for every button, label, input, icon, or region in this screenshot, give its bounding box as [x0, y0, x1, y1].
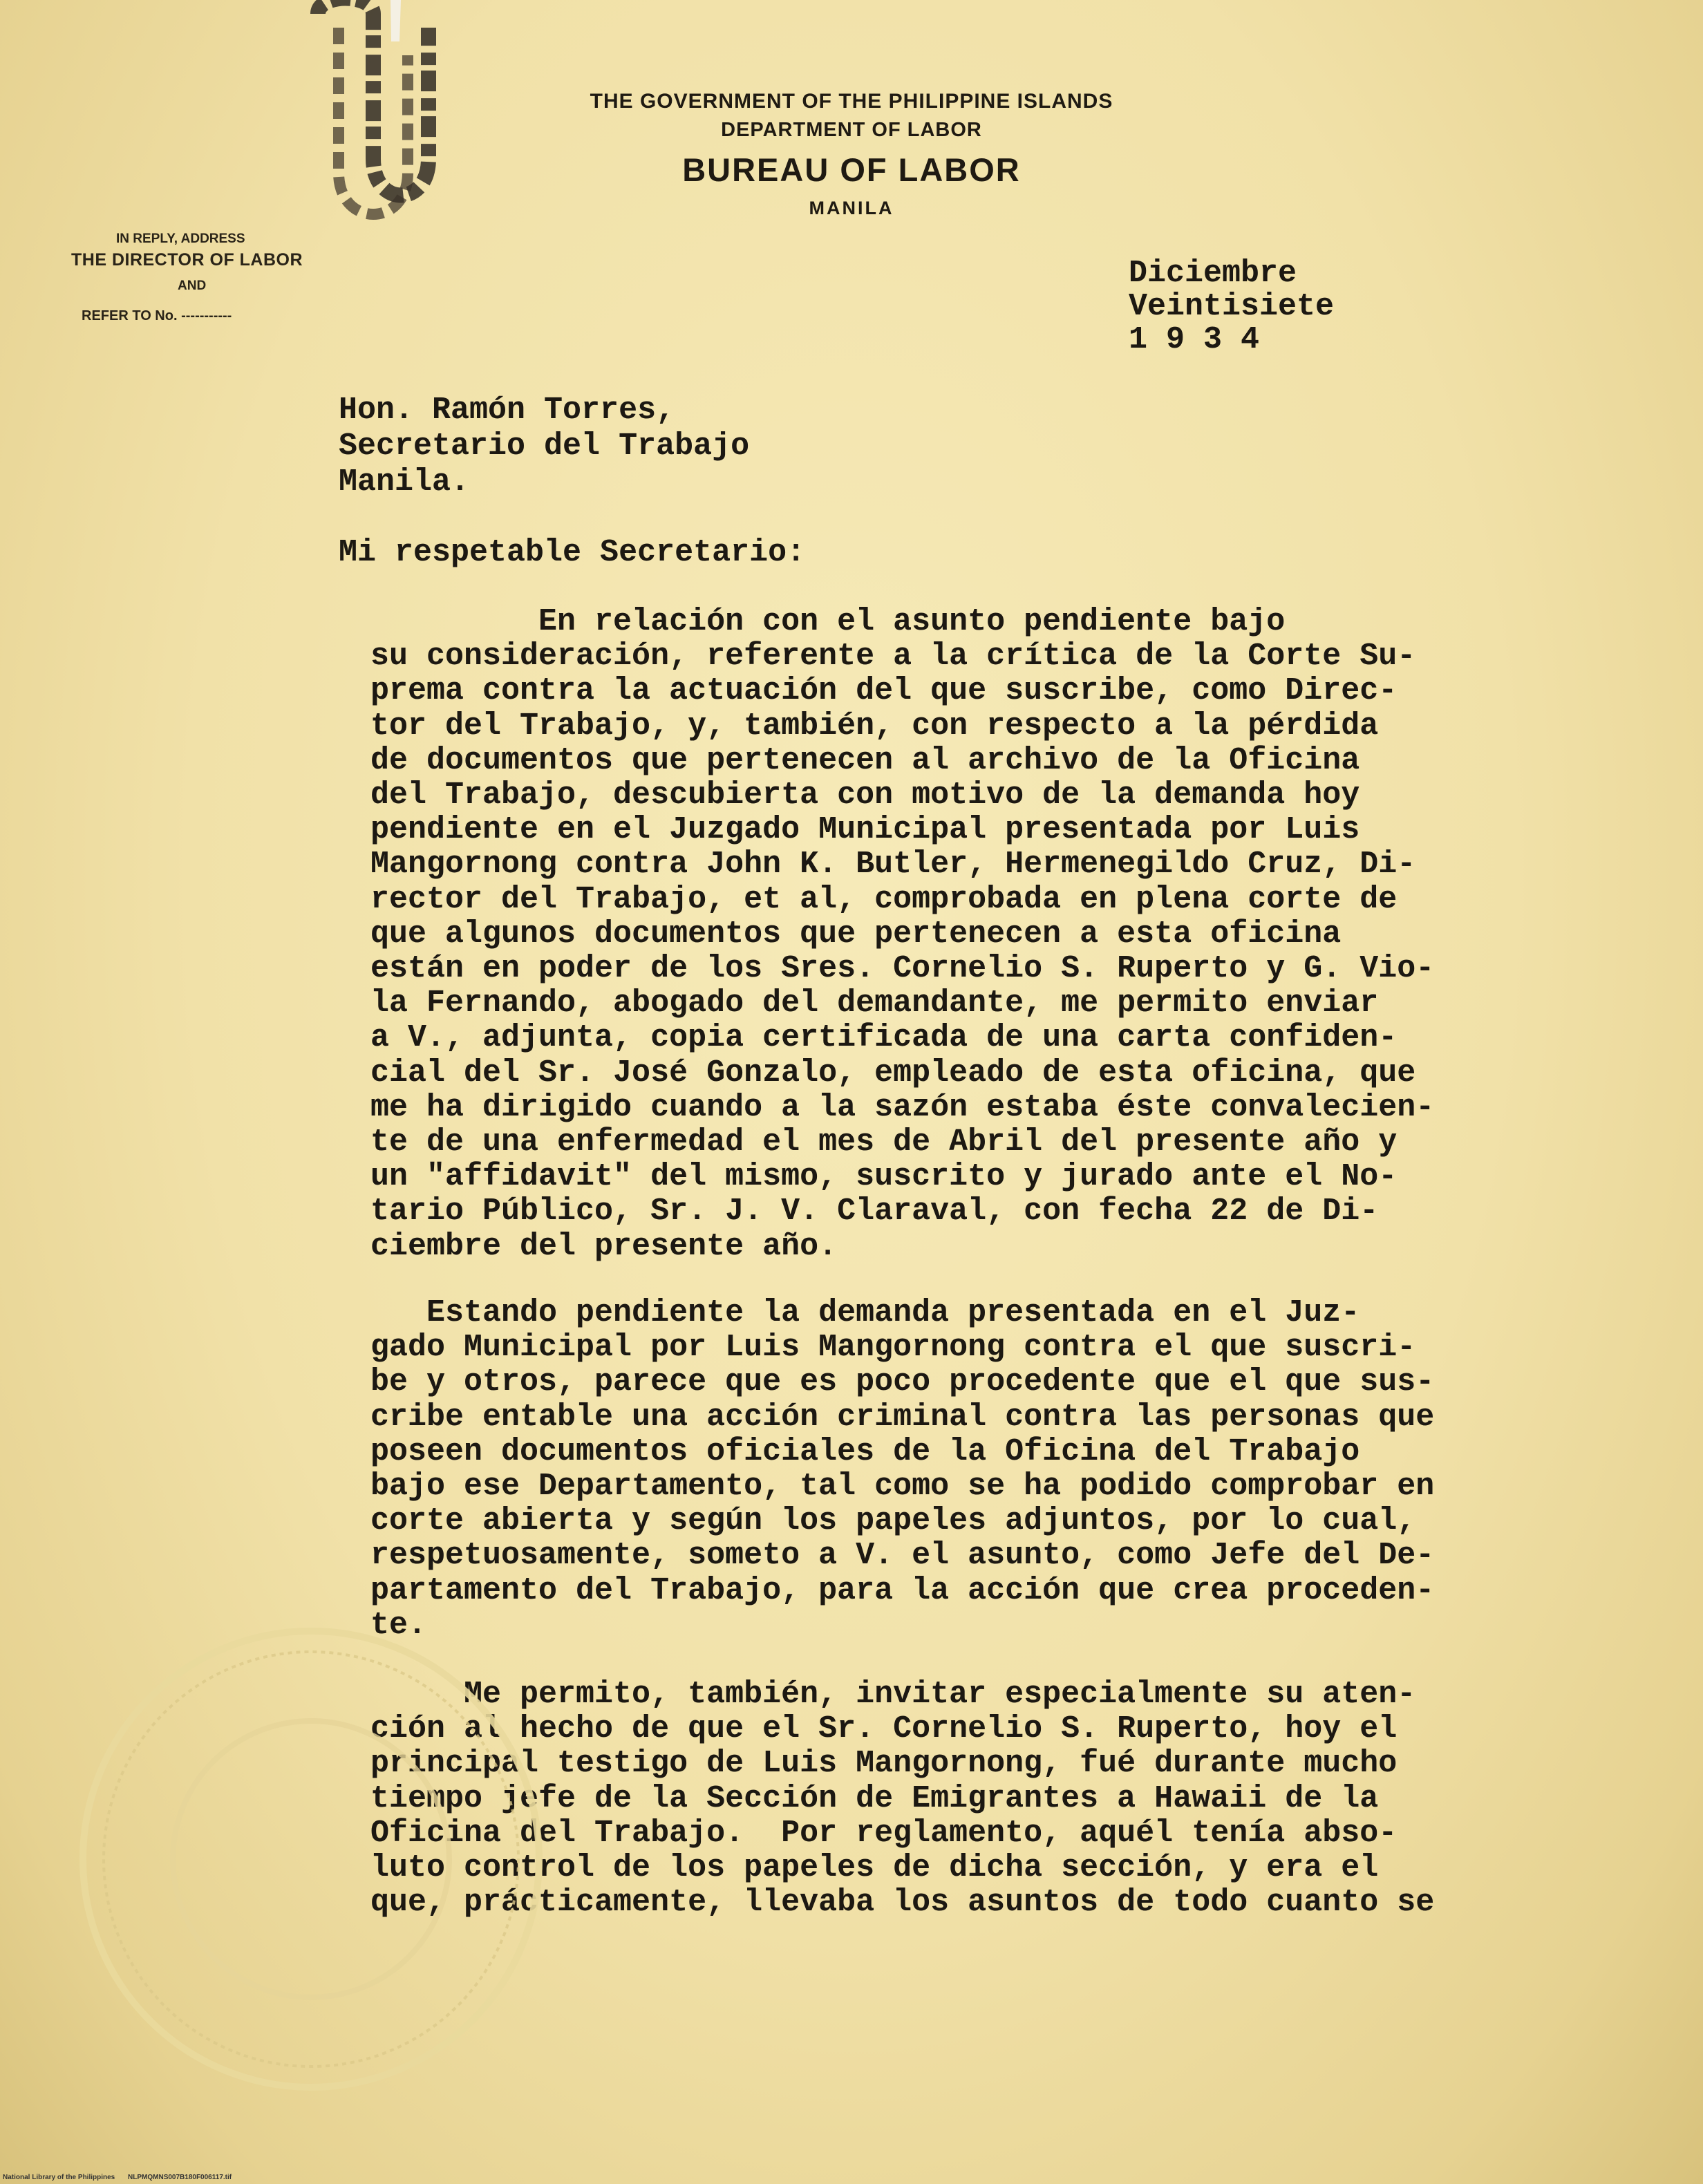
- letterhead-government: THE GOVERNMENT OF THE PHILIPPINE ISLANDS: [590, 90, 1113, 113]
- body-line: te.: [370, 1608, 427, 1643]
- body-line: te de una enfermedad el mes de Abril del presente año y: [370, 1124, 1398, 1160]
- date-month: Diciembre: [1129, 256, 1297, 291]
- letterhead-department: DEPARTMENT OF LABOR: [721, 119, 982, 141]
- body-line: pendiente en el Juzgado Municipal presentada por Luis: [370, 812, 1360, 847]
- body-line: Estando pendiente la demanda presentada en el Juz-: [370, 1295, 1360, 1330]
- body-line: a V., adjunta, copia certificada de una carta confiden-: [370, 1020, 1398, 1055]
- footer-file-id: NLPMQMNS007B180F006117.tif: [128, 2174, 232, 2181]
- body-line: poseen documentos oficiales de la Oficina del Trabajo: [370, 1434, 1360, 1469]
- body-line: prema contra la actuación del que suscribe, como Direc-: [370, 673, 1398, 708]
- date-year: 1 9 3 4: [1129, 322, 1260, 357]
- footer-source: National Library of the Philippines: [3, 2174, 115, 2181]
- body-line: luto control de los papeles de dicha sección, y era el: [370, 1850, 1379, 1885]
- body-line: de documentos que pertenecen al archivo de la Oficina: [370, 743, 1360, 778]
- body-line: gado Municipal por Luis Mangornong contra el que suscri-: [370, 1330, 1416, 1365]
- body-line: que, prácticamente, llevaba los asuntos de todo cuanto se: [370, 1885, 1435, 1920]
- addressee-name: Hon. Ramón Torres,: [339, 393, 675, 428]
- body-line: ción al hecho de que el Sr. Cornelio S. Ruperto, hoy el: [370, 1711, 1398, 1747]
- body-line: están en poder de los Sres. Cornelio S. Ruperto y G. Vio-: [370, 951, 1435, 986]
- body-line: la Fernando, abogado del demandante, me permito enviar: [370, 986, 1379, 1021]
- body-line: corte abierta y según los papeles adjuntos, por lo cual,: [370, 1503, 1416, 1538]
- body-line: del Trabajo, descubierta con motivo de la demanda hoy: [370, 778, 1360, 813]
- letterhead-bureau: BUREAU OF LABOR: [682, 151, 1021, 188]
- body-line: Mangornong contra John K. Butler, Hermenegildo Cruz, Di-: [370, 847, 1416, 882]
- body-line: Oficina del Trabajo. Por reglamento, aquél tenía abso-: [370, 1816, 1398, 1851]
- body-line: ciembre del presente año.: [370, 1229, 838, 1264]
- salutation: Mi respetable Secretario:: [339, 535, 806, 570]
- body-line: tor del Trabajo, y, también, con respecto a la pérdida: [370, 708, 1379, 744]
- body-line: En relación con el asunto pendiente bajo: [370, 604, 1286, 639]
- body-line: cial del Sr. José Gonzalo, empleado de esta oficina, que: [370, 1055, 1416, 1091]
- addressee-title: Secretario del Trabajo: [339, 429, 750, 464]
- body-line: bajo ese Departamento, tal como se ha podido comprobar en: [370, 1469, 1435, 1504]
- body-line: Me permito, también, invitar especialmente su aten-: [370, 1677, 1416, 1712]
- body-line: respetuosamente, someto a V. el asunto, como Jefe del De-: [370, 1538, 1435, 1573]
- date-day: Veintisiete: [1129, 289, 1335, 324]
- body-line: un "affidavit" del mismo, suscrito y jurado ante el No-: [370, 1159, 1398, 1194]
- body-line: que algunos documentos que pertenecen a esta oficina: [370, 916, 1342, 952]
- body-line: partamento del Trabajo, para la acción que crea proceden-: [370, 1573, 1435, 1608]
- body-line: principal testigo de Luis Mangornong, fué durante mucho: [370, 1746, 1398, 1781]
- addressee-city: Manila.: [339, 464, 470, 500]
- embossed-seal: [62, 1610, 560, 2108]
- body-line: tario Público, Sr. J. V. Claraval, con fecha 22 de Di-: [370, 1194, 1379, 1229]
- body-line: tiempo jefe de la Sección de Emigrantes a Hawaii de la: [370, 1781, 1379, 1816]
- reply-block-line: IN REPLY, ADDRESS: [116, 232, 245, 246]
- body-line: su consideración, referente a la crítica de la Corte Su-: [370, 639, 1416, 674]
- body-line: rector del Trabajo, et al, comprobada en plena corte de: [370, 882, 1398, 917]
- body-line: cribe entable una acción criminal contra las personas que: [370, 1400, 1435, 1435]
- body-line: be y otros, parece que es poco procedente que el que sus-: [370, 1364, 1435, 1400]
- letterhead-city: MANILA: [809, 198, 894, 218]
- reply-block-refer: REFER TO No. -----------: [82, 308, 232, 323]
- reply-block-line: AND: [178, 279, 207, 293]
- reply-block-line: THE DIRECTOR OF LABOR: [71, 250, 303, 270]
- body-line: me ha dirigido cuando a la sazón estaba éste convalecien-: [370, 1090, 1435, 1125]
- archive-footer: [3, 2174, 243, 2181]
